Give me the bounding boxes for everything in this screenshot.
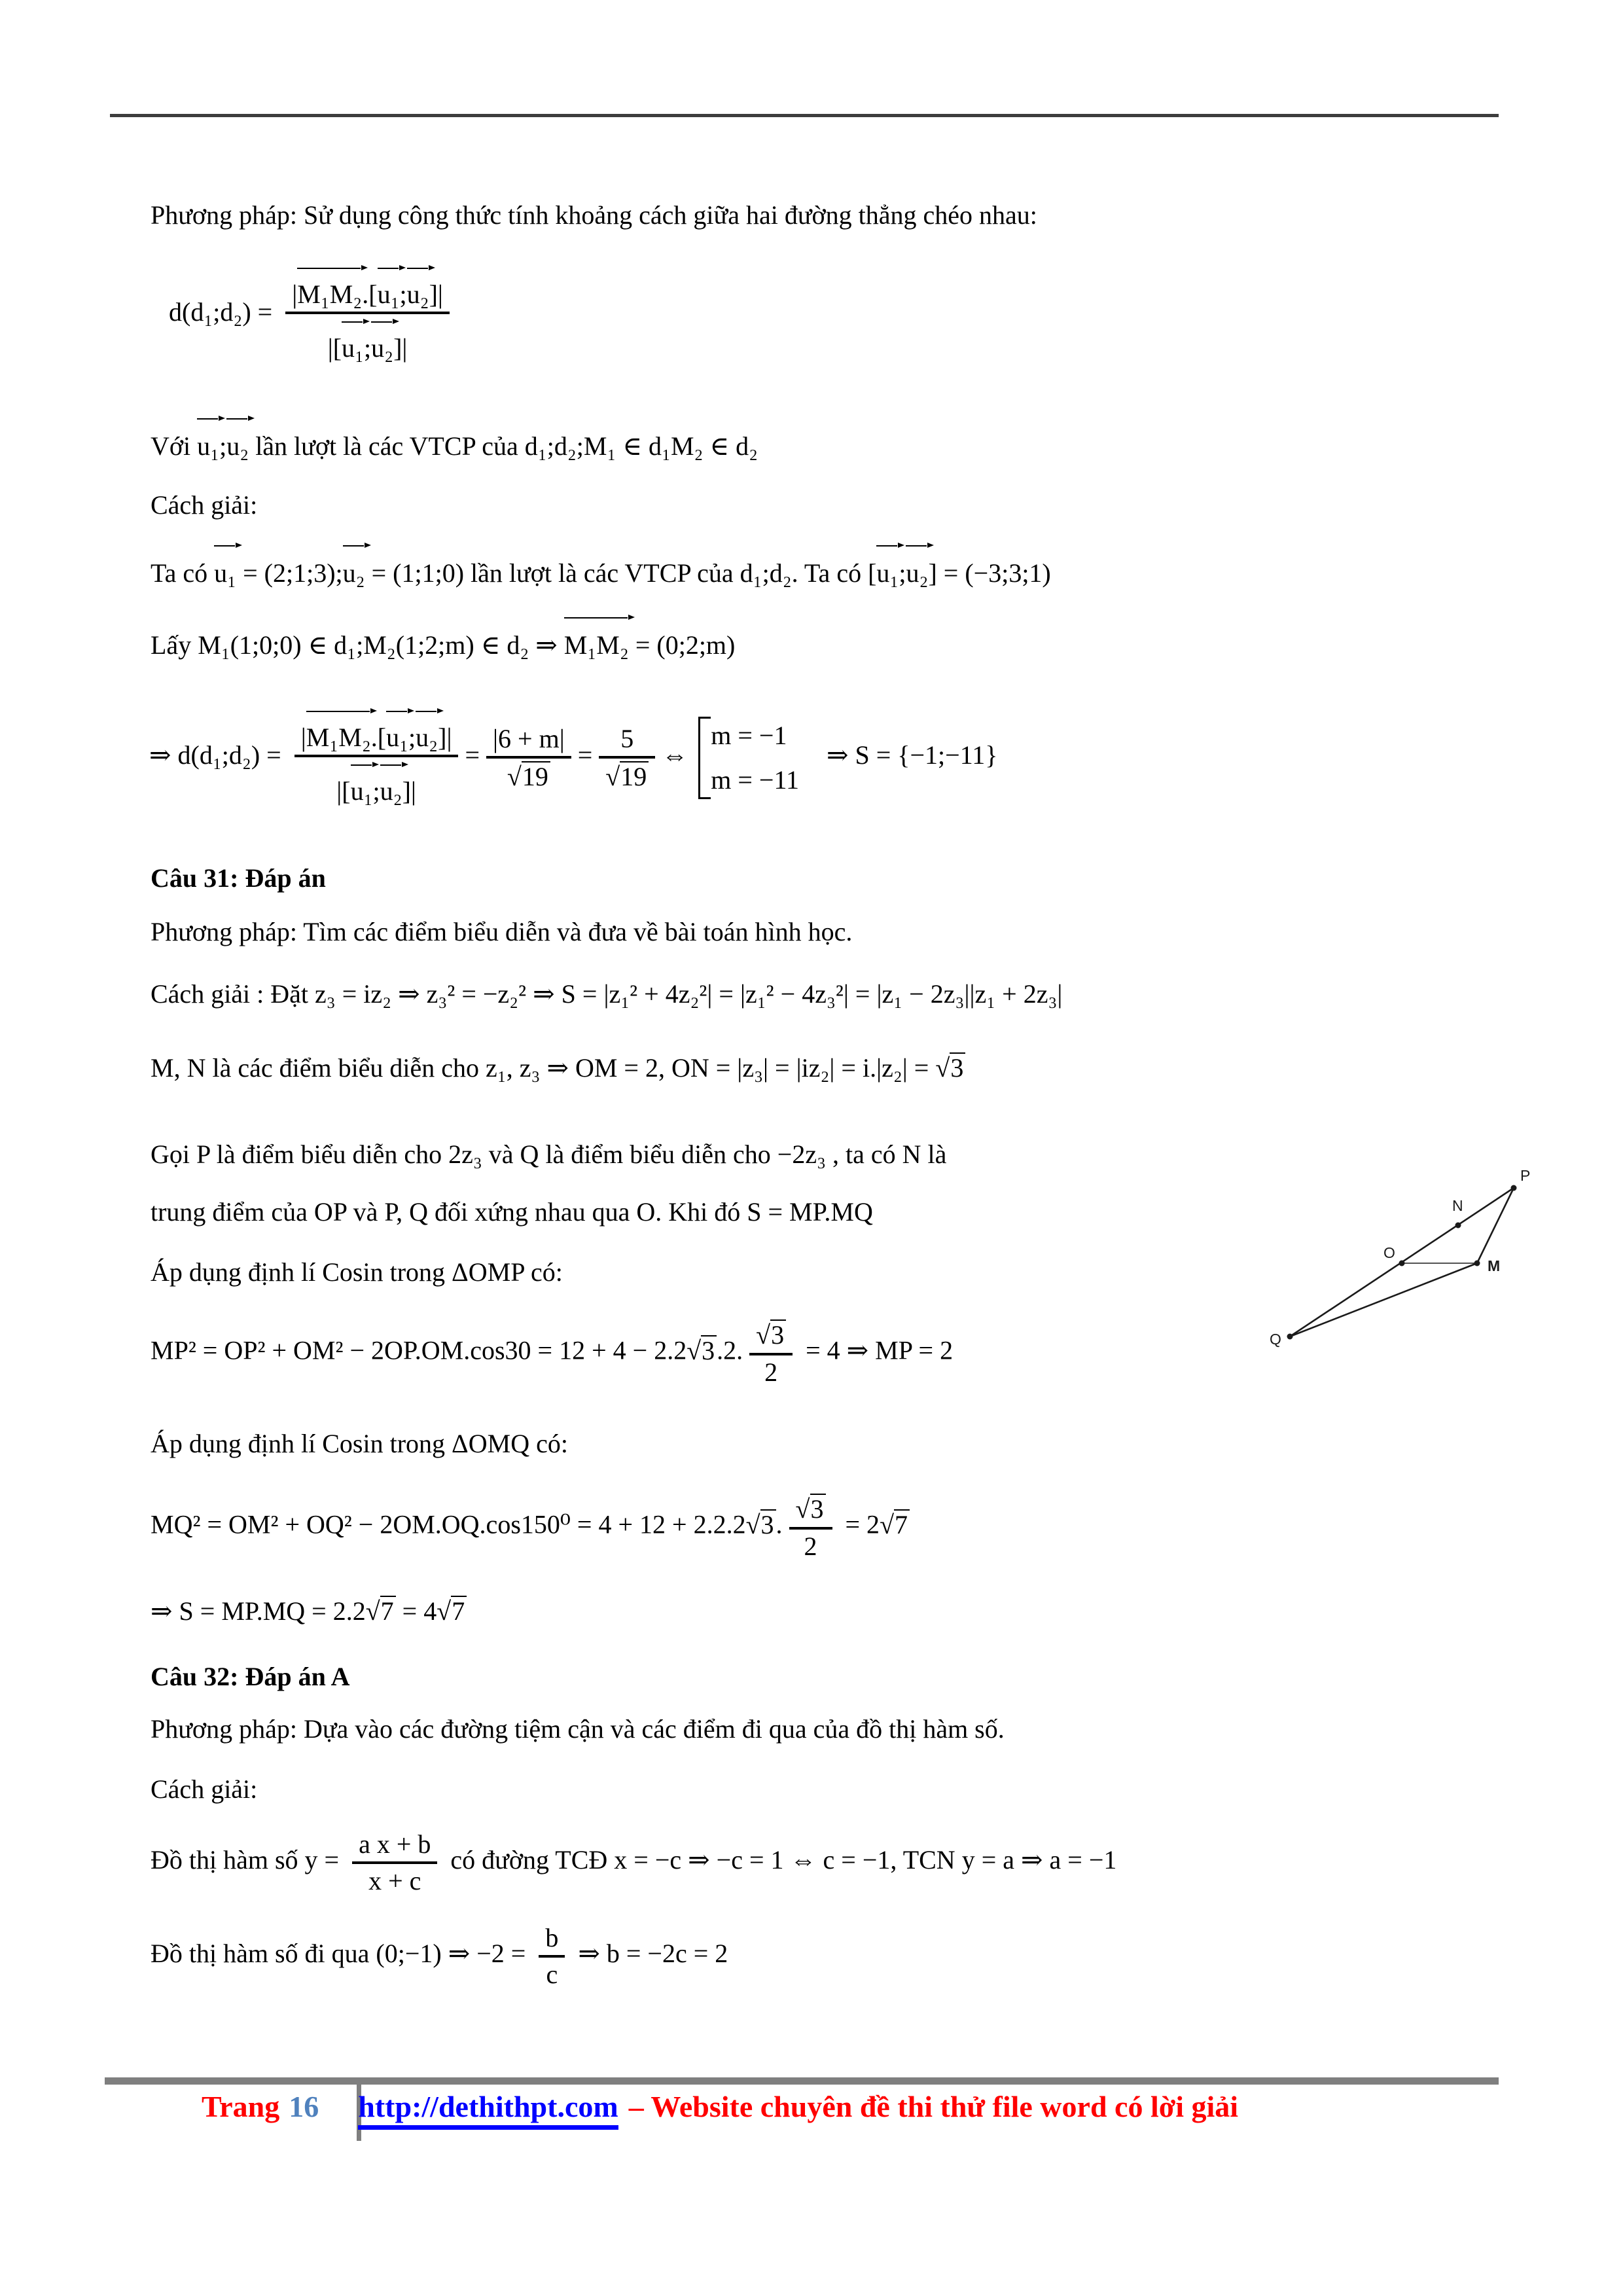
math-fragment: = (1;1;0) lần lượt là các VTCP của d₁;d₂. Ta có <box>365 558 868 588</box>
math-fragment: = 2 <box>838 1509 880 1539</box>
math-fragment: ; <box>399 279 407 309</box>
math-fragment: = <box>465 740 480 770</box>
fraction <box>749 1317 793 1390</box>
fraction-denominator: x + c <box>368 1866 421 1895</box>
math-fragment: Ta có <box>151 558 215 588</box>
line-method-31: Phương pháp: Tìm các điểm biểu diễn và đưa về bài toán hình học. <box>151 917 853 946</box>
vector-symbol: u₂ <box>380 776 402 806</box>
math-fragment: MP² = OP² + OM² − 2OP.OM.cos30 = 12 + 4 − 2.2 <box>151 1335 687 1365</box>
sqrt-radicand: 7 <box>894 1509 910 1540</box>
line-lay <box>151 630 735 692</box>
radical-sign: √ <box>507 761 522 791</box>
vector-symbol: u₂ <box>371 333 394 363</box>
fraction-numerator: |6 + m| <box>493 723 565 753</box>
vector-symbol: u₁ <box>377 279 400 309</box>
top-rule <box>110 114 1499 117</box>
math-fragment: ; <box>364 333 372 363</box>
point-O <box>1399 1261 1405 1266</box>
math-fragment: = 4 ⇒ MP = 2 <box>799 1335 954 1365</box>
math-fragment: ; <box>219 431 227 461</box>
math-fragment: ; <box>372 776 380 806</box>
math-fragment: lần lượt là các VTCP của d₁;d₂;M₁ ∈ d₁M₂ ∈ d₂ <box>249 431 758 461</box>
sqrt-radicand: 19 <box>620 761 649 792</box>
math-fragment: d(d₁;d₂) = <box>169 297 279 327</box>
point-N <box>1455 1223 1461 1229</box>
formula-graph-1 <box>151 1827 1116 1929</box>
sqrt <box>366 1596 396 1626</box>
vector-symbol: u₁ <box>386 723 409 752</box>
fraction-denominator: 2 <box>804 1531 817 1561</box>
math-fragment: | <box>292 279 298 309</box>
sqrt-radicand: 3 <box>760 1509 776 1540</box>
label-N: N <box>1452 1197 1463 1214</box>
line-method-32: Phương pháp: Dựa vào các đường tiệm cận và các điểm đi qua của đồ thị hàm số. <box>151 1714 1005 1744</box>
sqrt <box>746 1510 776 1539</box>
fraction-numerator <box>789 1491 832 1527</box>
line-solve-32: Cách giải: <box>151 1774 258 1804</box>
line-solve-30: Cách giải: <box>151 490 258 520</box>
math-fragment: ; <box>899 558 906 588</box>
math-fragment: = 4 <box>395 1596 437 1626</box>
point-P <box>1511 1185 1517 1191</box>
math-fragment: ⇒ b = −2c = 2 <box>571 1939 728 1969</box>
math-fragment: . <box>776 1509 783 1539</box>
math-fragment: ⇒ S = {−1;−11} <box>819 740 998 770</box>
fraction-denominator: 2 <box>764 1357 778 1387</box>
vector-symbol: u₂ <box>416 723 438 752</box>
math-fragment: = <box>577 740 593 770</box>
vector-symbol: u₂ <box>342 558 365 588</box>
math-fragment: |[ <box>336 776 351 806</box>
formula-mp <box>151 1317 953 1421</box>
label-Q: Q <box>1270 1331 1281 1348</box>
sqrt-radicand: 3 <box>770 1319 786 1350</box>
sqrt <box>687 1336 717 1365</box>
footer-link[interactable]: http://dethithpt.com <box>358 2090 618 2130</box>
vector-symbol: u₁ <box>342 333 364 363</box>
math-fragment: ⇔ <box>662 740 688 770</box>
geometry-diagram <box>1263 1166 1538 1356</box>
formula-graph-2 <box>151 1921 728 2023</box>
math-fragment: = (2;1;3); <box>236 558 343 588</box>
fraction-denominator: c <box>546 1960 558 1989</box>
radical-sign: √ <box>365 1596 380 1626</box>
line-cosin-omp: Áp dụng định lí Cosin trong ΔOMP có: <box>151 1257 563 1287</box>
fraction-denominator <box>330 757 423 812</box>
math-fragment: MQ² = OM² + OQ² − 2OM.OQ.cos150⁰ = 4 + 12 + 2.2.2 <box>151 1509 746 1539</box>
label-P: P <box>1520 1167 1531 1184</box>
page-label: Trang <box>202 2090 280 2123</box>
fraction-numerator <box>749 1317 793 1353</box>
math-fragment: M, N là các điểm biểu diễn cho z₁, z₃ ⇒ OM = 2, ON = |z₃| = |iz₂| = i.|z₂| = <box>151 1053 936 1083</box>
fraction-numerator <box>294 704 459 755</box>
fraction-denominator <box>321 314 414 369</box>
vector-symbol: u₁ <box>350 776 373 806</box>
page-number: 16 <box>289 2090 319 2123</box>
math-fragment: |[ <box>327 333 342 363</box>
label-O: O <box>1383 1244 1395 1261</box>
math-fragment: ]| <box>393 333 408 363</box>
line-vtcp <box>151 431 758 493</box>
footer <box>202 2089 1238 2159</box>
radical-sign: √ <box>795 1494 810 1524</box>
radical-sign: √ <box>880 1509 895 1539</box>
line-goi-p: Gọi P là điểm biểu diễn cho 2z₃ và Q là điểm biểu diễn cho −2z₃ , ta có N là <box>151 1139 947 1169</box>
line-trung-diem: trung điểm của OP và P, Q đối xứng nhau qua O. Khi đó S = MP.MQ <box>151 1197 873 1227</box>
fraction-denominator <box>501 759 557 795</box>
footer-top-bar <box>105 2077 1499 2085</box>
fraction-numerator: b <box>545 1923 559 1952</box>
math-fragment: .[ <box>362 279 378 309</box>
vector-symbol: u₁ <box>876 558 899 588</box>
math-fragment: có đường TCĐ x = −c ⇒ −c = 1 ⇔ c = −1, TCN y = a ⇒ a = −1 <box>444 1845 1117 1875</box>
math-fragment: = (−3;3;1) <box>936 558 1051 588</box>
math-fragment: [ <box>868 558 877 588</box>
line-dat-31: Cách giải : Đặt z₃ = iz₂ ⇒ z₃² = −z₂² ⇒ S = |z₁² + 4z₂²| = |z₁² − 4z₃²| = |z₁ − 2z₃||z₁ + 2z₃| <box>151 979 1063 1009</box>
radical-sign: √ <box>745 1509 760 1539</box>
formula-distance-definition <box>169 260 456 401</box>
radical-sign: √ <box>935 1053 950 1083</box>
math-fragment: ; <box>408 723 416 752</box>
sqrt-radicand: 3 <box>810 1494 826 1524</box>
math-fragment: ]| <box>402 776 416 806</box>
fraction-numerator <box>285 260 450 312</box>
math-fragment: ⇒ d(d₁;d₂) = <box>149 740 288 770</box>
math-fragment: .2. <box>717 1335 743 1365</box>
math-fragment: ] <box>928 558 937 588</box>
label-M: M <box>1488 1257 1501 1274</box>
line-cosin-omq: Áp dụng định lí Cosin trong ΔOMQ có: <box>151 1429 568 1458</box>
fraction <box>539 1921 565 1992</box>
math-fragment: | <box>300 723 306 752</box>
math-fragment: ]| <box>429 279 443 309</box>
sqrt-radicand: 19 <box>522 761 550 792</box>
formula-mq <box>151 1491 910 1595</box>
sqrt-radicand: 3 <box>701 1335 717 1366</box>
line-s-result <box>151 1596 467 1659</box>
math-fragment: Đồ thị hàm số y = <box>151 1845 346 1875</box>
fraction <box>599 722 655 795</box>
point-Q <box>1287 1334 1293 1340</box>
case-row: m = −1 <box>711 721 787 750</box>
radical-sign: √ <box>605 761 620 791</box>
vector-symbol: u₂ <box>226 431 249 461</box>
sqrt-radicand: 7 <box>380 1596 396 1626</box>
sqrt-radicand: 7 <box>451 1596 467 1626</box>
fraction <box>294 704 459 812</box>
vector-symbol: M₁M₂ <box>297 279 363 309</box>
vector-symbol: M₁M₂ <box>563 630 629 660</box>
vector-symbol: u₂ <box>406 279 429 309</box>
fraction <box>285 260 450 369</box>
sqrt-radicand: 3 <box>950 1052 965 1083</box>
radical-sign: √ <box>687 1335 702 1365</box>
line-method-30: Phương pháp: Sử dụng công thức tính khoảng cách giữa hai đường thẳng chéo nhau: <box>151 200 1037 230</box>
fraction <box>486 722 571 795</box>
vector-symbol: u₁ <box>197 431 220 461</box>
heading-cau-31: Câu 31: Đáp án <box>151 863 326 893</box>
radical-sign: √ <box>756 1320 771 1350</box>
sqrt <box>880 1510 910 1539</box>
vector-symbol: M₁M₂ <box>306 723 371 752</box>
math-fragment: Lấy M₁(1;0;0) ∈ d₁;M₂(1;2;m) ∈ d₂ ⇒ <box>151 630 564 660</box>
sqrt <box>935 1053 965 1083</box>
vector-symbol: u₁ <box>214 558 237 588</box>
fraction <box>352 1827 437 1898</box>
cases-bracket <box>698 717 810 799</box>
fraction <box>789 1491 832 1564</box>
fraction-numerator: 5 <box>620 723 634 753</box>
footer-tagline: – Website chuyên đề thi thử file word có lời giải <box>628 2090 1239 2123</box>
case-row: m = −11 <box>711 765 799 795</box>
math-fragment: Đồ thị hàm số đi qua (0;−1) ⇒ −2 = <box>151 1939 533 1969</box>
math-fragment: Với <box>151 431 198 461</box>
sqrt <box>437 1596 467 1626</box>
math-fragment: ⇒ S = MP.MQ = 2.2 <box>151 1596 366 1626</box>
radical-sign: √ <box>437 1596 452 1626</box>
formula-distance-solution <box>149 704 997 844</box>
fraction-numerator: a x + b <box>359 1829 431 1859</box>
point-M <box>1474 1261 1480 1266</box>
line-taco <box>151 558 1051 620</box>
math-fragment: .[ <box>370 723 387 752</box>
heading-cau-32: Câu 32: Đáp án A <box>151 1662 350 1691</box>
fraction-denominator <box>599 759 655 795</box>
math-fragment: = (0;2;m) <box>628 630 736 660</box>
math-fragment: ]| <box>438 723 452 752</box>
vector-symbol: u₂ <box>906 558 929 588</box>
line-mn <box>151 1052 965 1115</box>
